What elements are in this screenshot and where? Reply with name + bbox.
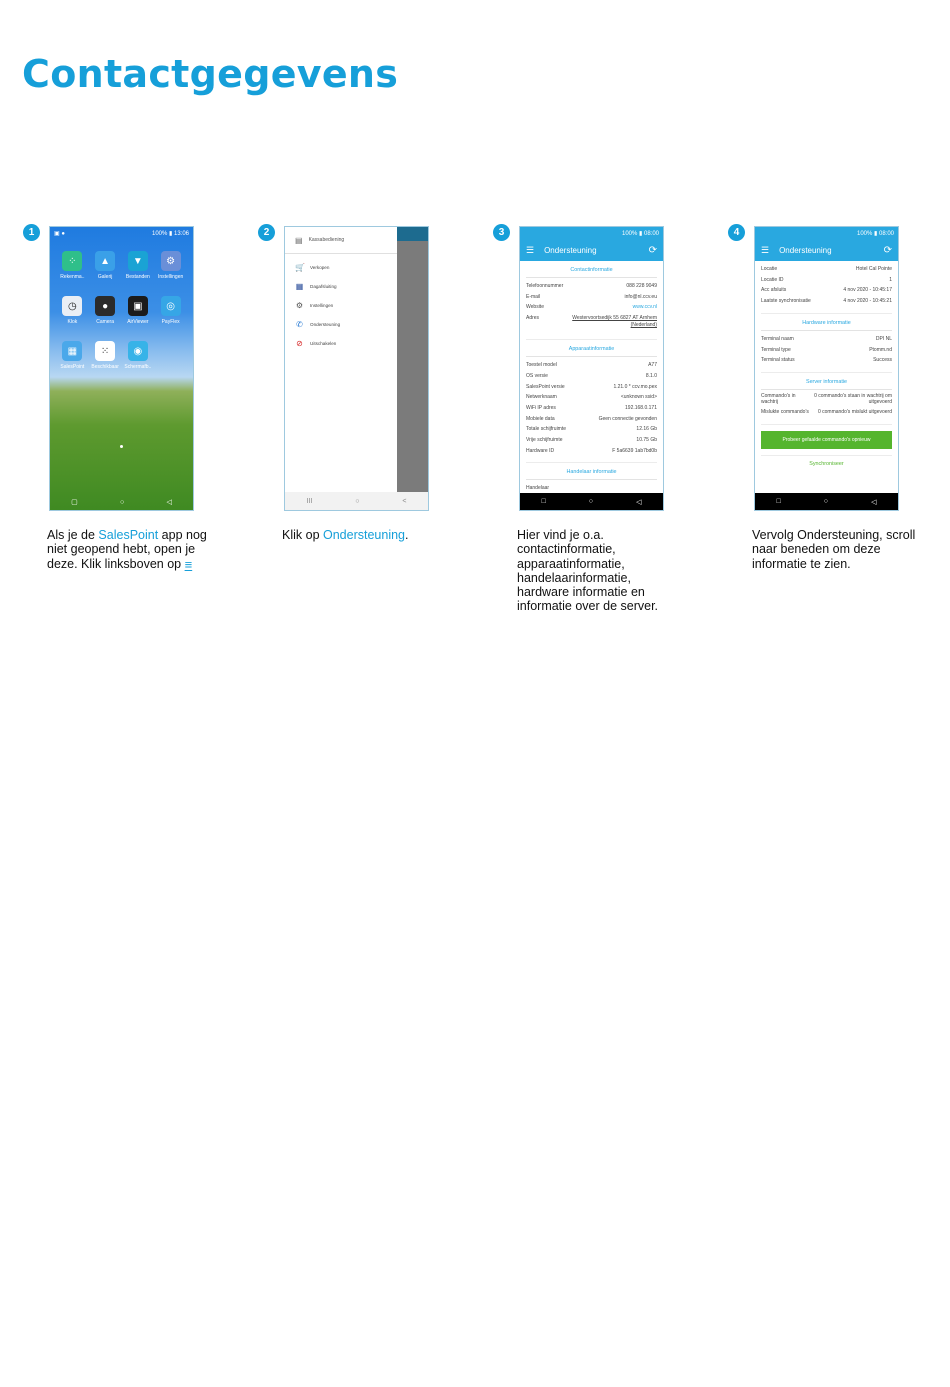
info-label: Website (526, 304, 544, 311)
back-icon[interactable]: ◁ (636, 498, 642, 506)
status-bar: 100% ▮ 08:00 (755, 227, 898, 239)
support-screenshot-scrolled (754, 226, 899, 511)
info-label: Vrije schijfruimte (526, 437, 563, 444)
app-grid (50, 239, 193, 370)
info-value: 4 nov 2020 - 10:45:21 (843, 298, 892, 305)
calculator-icon: ⁘ (62, 251, 82, 271)
info-label: Terminal type (761, 346, 791, 353)
info-row (526, 292, 657, 303)
info-row (526, 371, 657, 382)
info-label: WiFi IP adres (526, 404, 556, 411)
dimmed-background (397, 227, 428, 492)
info-label: Totale schijfruimte (526, 426, 567, 433)
store-icon: ▦ (62, 341, 82, 361)
info-label: Toestel model (526, 362, 557, 369)
drawer-screenshot (284, 226, 429, 511)
status-bar: ▣ ● 100% ▮ 13:06 (54, 230, 189, 237)
info-label: Locatie ID (761, 276, 784, 283)
info-label: Locatie (761, 266, 778, 272)
drawer-item-label: Dagafsluiting (310, 284, 337, 289)
menu-icon[interactable]: ☰ (526, 244, 535, 255)
info-value: A77 (648, 362, 657, 369)
navigation-drawer (285, 227, 397, 492)
info-row (761, 275, 892, 286)
info-label: Telefoonnummer (526, 283, 564, 289)
register-icon: ▤ (295, 235, 303, 245)
dots-icon: ⁙ (95, 341, 115, 361)
info-row (526, 382, 657, 393)
drawer-menu (285, 254, 397, 353)
app-label: Klok (67, 319, 78, 325)
back-icon[interactable]: ◁ (871, 498, 877, 506)
caption-step-4: Vervolg Ondersteuning, scroll naar beneden om deze informatie te zien. (752, 528, 916, 571)
info-value: 192.168.0.171 (625, 404, 657, 411)
info-row (761, 296, 892, 307)
screen-title: Ondersteuning (544, 245, 597, 255)
app-bar (520, 239, 663, 261)
app-gallery[interactable] (89, 251, 122, 280)
info-label: Terminal naam (761, 335, 794, 342)
ondersteuning-highlight: Ondersteuning (323, 528, 406, 542)
support-content (755, 261, 898, 472)
info-row (761, 334, 892, 345)
app-screenshot[interactable] (122, 341, 155, 370)
app-files[interactable] (122, 251, 155, 280)
app-label: Bestanden (125, 274, 150, 280)
app-calculator[interactable] (56, 251, 89, 280)
drawer-item-label: Instellingen (310, 303, 334, 308)
recents-icon[interactable]: ▢ (71, 499, 78, 506)
home-icon[interactable]: ○ (355, 497, 360, 505)
drawer-item-ondersteuning[interactable] (285, 315, 397, 334)
info-row (526, 403, 657, 414)
info-value: Hotel Cal Pointe (855, 266, 892, 272)
step-number-3: 3 (493, 224, 510, 241)
app-label: Galerij (97, 274, 113, 280)
refresh-icon[interactable]: ⟳ (883, 244, 892, 256)
info-value: 8.1.0 (645, 372, 657, 379)
info-value: Success (873, 357, 892, 364)
info-row (526, 392, 657, 403)
info-label: Terminal status (761, 357, 795, 364)
info-label: OS versie (526, 372, 548, 379)
recents-icon[interactable]: □ (776, 498, 781, 505)
info-value: Ptomm.nd (869, 346, 892, 353)
info-row (761, 285, 892, 296)
info-row (526, 446, 657, 457)
refresh-icon[interactable]: ⟳ (648, 244, 657, 256)
section-title: Server informatie (761, 373, 892, 390)
info-label: Netwerknaam (526, 394, 557, 401)
app-label: Schermafb.. (124, 364, 152, 370)
step-number-1: 1 (23, 224, 40, 241)
nav-bar (520, 493, 663, 510)
info-row (526, 281, 657, 292)
status-bar: 100% ▮ 08:00 (520, 227, 663, 239)
app-store[interactable] (56, 341, 89, 370)
app-label: Beschikbaar (91, 364, 119, 370)
caption-step-1: Als je de SalesPoint app nog niet geopend hebt, open je deze. Klik linksboven op ≡ (47, 528, 207, 572)
gallery-icon: ▲ (95, 251, 115, 271)
caption-step-2: Klik op Ondersteuning. (282, 528, 409, 542)
files-icon: ▼ (128, 251, 148, 271)
app-bar (755, 239, 898, 261)
info-value[interactable]: www.ccv.nl (632, 304, 657, 311)
drawer-item-instellingen[interactable] (285, 296, 397, 315)
info-label: Laatste synchronisatie (761, 298, 811, 305)
block-icon: ⊘ (296, 339, 303, 348)
airviewer-icon: ▣ (128, 296, 148, 316)
info-label: Mobiele data (526, 415, 555, 422)
info-value: info@nl.ccv.eu (624, 293, 657, 300)
info-row (526, 414, 657, 425)
drawer-header: ▤ Kassabediening (285, 227, 397, 254)
synchronize-button[interactable]: Synchroniseer (761, 455, 892, 472)
info-label: E-mail (526, 293, 541, 300)
drawer-item-label: Verkopen (310, 265, 330, 270)
cart-icon: 🛒 (295, 263, 305, 272)
info-value: Westervoortsedijk 55 6827 AT Arnhem (Nederland) (572, 315, 657, 329)
info-label: Mislukte commando's (761, 408, 809, 415)
info-row (526, 302, 657, 313)
page-indicator (120, 445, 123, 448)
page-title: Contactgegevens (22, 52, 399, 96)
info-value: DPI NL (875, 335, 892, 342)
caption-step-3: Hier vind je o.a. contactinformatie, apparaatinformatie, handelaarinformatie, hardware informatie en informatie over de server. (517, 528, 659, 614)
recents-icon[interactable]: □ (541, 498, 546, 505)
settings-icon: ⚙ (161, 251, 181, 271)
info-value: Geen connectie gevonden (598, 415, 657, 422)
back-icon[interactable]: ◁ (166, 499, 172, 506)
drawer-item-uitschakelen[interactable] (285, 334, 397, 353)
info-label: SalesPoint versie (526, 383, 565, 390)
drawer-item-verkopen[interactable] (285, 258, 397, 277)
screen-title: Ondersteuning (779, 245, 832, 255)
nav-bar (285, 492, 428, 510)
menu-icon: ≡ (184, 556, 193, 572)
info-value: F 5a6639 1ab7bd0b (612, 447, 657, 454)
nav-bar (50, 494, 193, 510)
support-content (520, 261, 663, 501)
info-row (526, 424, 657, 435)
drawer-item-label: Ondersteuning (310, 322, 341, 327)
section-title: Handelaar informatie (526, 463, 657, 480)
app-label: Camera (96, 319, 115, 325)
info-value: 088 228 9049 (626, 283, 657, 289)
gear-icon: ⚙ (295, 301, 304, 310)
info-label: Adres (526, 315, 540, 322)
info-value: 0 commando's mislukt uitgevoerd (817, 408, 892, 415)
info-row (761, 355, 892, 366)
step-number-2: 2 (258, 224, 275, 241)
info-label: Hardware ID (526, 447, 555, 454)
info-row (761, 393, 892, 406)
app-label: Rekenma.. (60, 274, 85, 280)
info-value: <unknown ssid> (620, 394, 657, 401)
info-row (761, 345, 892, 356)
calendar-icon: ▦ (295, 282, 304, 291)
info-value: 0 commando's staan in wachtrij om uitgevoerd (814, 392, 892, 406)
app-dots[interactable] (89, 341, 122, 370)
camera-icon: ● (95, 296, 115, 316)
phone-icon: ✆ (296, 320, 303, 329)
home-icon[interactable]: ○ (120, 498, 125, 506)
app-settings[interactable] (154, 251, 187, 280)
recents-icon[interactable]: III (306, 497, 313, 505)
home-icon[interactable]: ○ (588, 498, 594, 505)
home-icon[interactable]: ○ (823, 498, 829, 505)
info-value: 1.21.0 * ccv.mo.pex (613, 383, 657, 390)
info-row (761, 264, 892, 275)
support-screenshot-top (519, 226, 664, 511)
info-row (761, 409, 892, 416)
clock-icon: ◷ (62, 296, 82, 316)
info-row (526, 360, 657, 371)
drawer-item-dagafsluiting[interactable] (285, 277, 397, 296)
drawer-item-label: Uitschakelen (310, 341, 337, 346)
back-icon[interactable]: < (402, 497, 407, 505)
app-label: PayFlex (161, 319, 180, 325)
section-title: Hardware informatie (761, 314, 892, 331)
app-payflex[interactable] (154, 296, 187, 325)
info-value: 10.75 Gb (636, 437, 657, 444)
salespoint-highlight: SalesPoint (98, 528, 159, 542)
info-label: Acc afsluits (761, 287, 787, 294)
home-screen-screenshot (49, 226, 194, 511)
app-label: SalesPoint (60, 364, 85, 370)
app-label: Instellingen (157, 274, 184, 280)
info-value: 1 (889, 276, 892, 283)
app-clock[interactable] (56, 296, 89, 325)
info-row (526, 435, 657, 446)
payflex-icon: ◎ (161, 296, 181, 316)
info-value: 12.16 Gb (636, 426, 657, 433)
menu-icon[interactable]: ☰ (761, 244, 770, 255)
retry-failed-commands-button[interactable]: Probeer gefaalde commando's opnieuw (761, 431, 892, 449)
section-title: Contactinformatie (526, 261, 657, 278)
app-airviewer[interactable] (122, 296, 155, 325)
screenshot-icon: ◉ (128, 341, 148, 361)
info-row (526, 315, 657, 329)
info-value: 4 nov 2020 - 10:45:17 (843, 287, 892, 294)
step-number-4: 4 (728, 224, 745, 241)
section-title: Apparaatinformatie (526, 340, 657, 357)
info-label: Commando's in wachtrij (761, 392, 796, 406)
nav-bar (755, 493, 898, 510)
app-camera[interactable] (89, 296, 122, 325)
app-label: AirViewer (127, 319, 149, 325)
info-label: Handelaar (526, 485, 550, 492)
